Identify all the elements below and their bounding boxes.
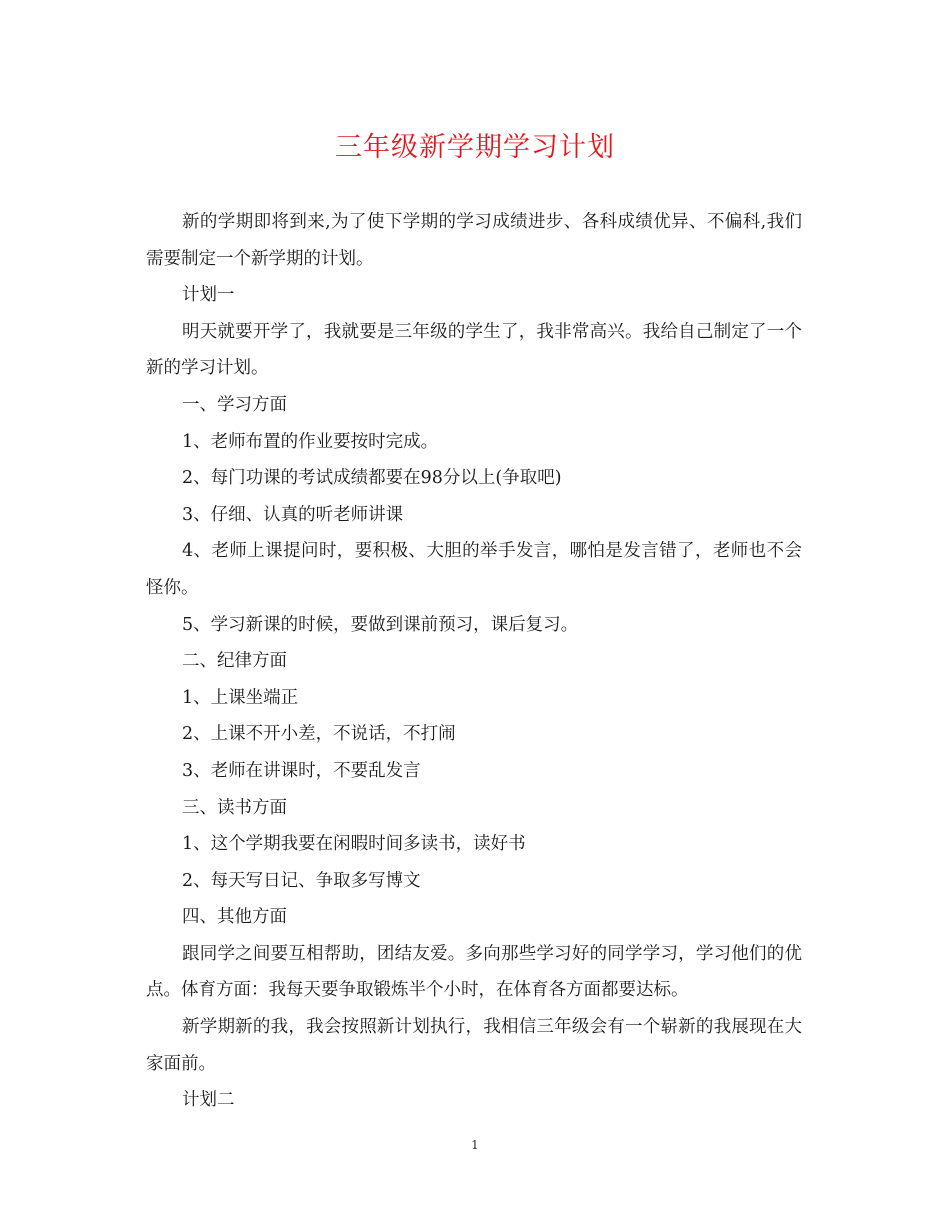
heading-plan-one: 计划一: [182, 285, 235, 306]
section-heading-reading: 三、读书方面: [182, 797, 287, 818]
section-heading-other: 四、其他方面: [182, 907, 287, 928]
list-item: 2、每门功课的考试成绩都要在98分以上(争取吧): [182, 468, 562, 489]
section-heading-discipline: 二、纪律方面: [182, 651, 287, 672]
paragraph-conclusion: 新学期新的我，我会按照新计划执行，我相信三年级会有一个崭新的我展现在大家面前。: [146, 1017, 802, 1074]
list-item: 3、仔细、认真的听老师讲课: [182, 504, 404, 525]
page-number: 1: [471, 1138, 479, 1152]
list-item: 5、学习新课的时候，要做到课前预习，课后复习。: [182, 614, 579, 635]
list-item: 3、老师在讲课时，不要乱发言: [182, 760, 421, 781]
heading-plan-two: 计划二: [182, 1090, 235, 1111]
document-title: 三年级新学期学习计划: [335, 132, 615, 163]
list-item: 2、上课不开小差，不说话，不打闹: [182, 724, 456, 745]
paragraph-plan-one-intro: 明天就要开学了，我就要是三年级的学生了，我非常高兴。我给自己制定了一个新的学习计划。: [146, 321, 802, 379]
section-heading-study: 一、学习方面: [182, 394, 287, 415]
paragraph-intro: 新的学期即将到来,为了使下学期的学习成绩进步、各科成绩优异、不偏科,我们需要制定一个新学期的计划。: [146, 212, 802, 269]
document-body: [146, 204, 802, 1119]
list-item: 1、上课坐端正: [182, 687, 299, 708]
paragraph-other: 跟同学之间要互相帮助，团结友爱。多向那些学习好的同学学习，学习他们的优点。体育方面：我每天要争取锻炼半个小时，在体育各方面都要达标。: [146, 943, 802, 1001]
list-item: 2、每天写日记、争取多写博文: [182, 870, 421, 891]
list-item: 1、老师布置的作业要按时完成。: [182, 431, 439, 452]
list-item: 4、老师上课提问时，要积极、大胆的举手发言，哪怕是发言错了，老师也不会怪你。: [146, 541, 802, 598]
list-item: 1、这个学期我要在闲暇时间多读书，读好书: [182, 834, 526, 855]
